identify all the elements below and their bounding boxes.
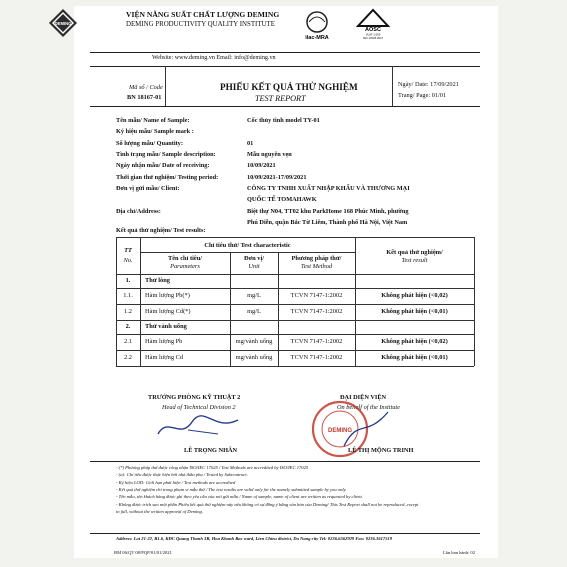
table-cell-no: 2.	[125, 323, 131, 330]
table-border-top	[116, 237, 474, 238]
info-value: 01	[247, 140, 254, 147]
left-sign-title: TRƯỞNG PHÒNG KỸ THUẬT 2	[148, 394, 241, 401]
info-value: Mẫu nguyên vẹn	[247, 151, 292, 158]
table-header-name: Tên chỉ tiêu/	[167, 255, 203, 262]
ilac-mra-logo	[300, 8, 334, 42]
table-cell-unit: mg/L	[247, 308, 261, 315]
table-cell-name: Hàm lượng Cd	[145, 354, 184, 361]
table-border-bottom	[116, 366, 474, 367]
table-cell-result: Không phát hiện (<0,01)	[381, 308, 448, 315]
table-cell-method: TCVN 7147-1:2002	[290, 354, 343, 361]
info-label: Địa chỉ/Address:	[116, 208, 161, 215]
table-header-unit: Đơn vị/	[243, 255, 265, 262]
info-label: Tình trạng mẫu/ Sample description:	[116, 151, 216, 158]
left-sign-sub: Head of Technical Division 2	[162, 404, 236, 411]
org-name-en: DEMING PRODUCTIVITY QUALITY INSTITUTE	[126, 21, 275, 28]
ilac-text: ilac-MRA	[305, 35, 329, 41]
table-header-result-en: Test result	[401, 257, 428, 264]
table-cell-unit: mg/vành uống	[235, 338, 273, 345]
table-row-divider	[116, 350, 474, 351]
report-title-vn: PHIẾU KẾT QUẢ THỬ NGHIỆM	[220, 82, 358, 92]
table-cell-result: Không phát hiện (<0,02)	[381, 292, 448, 299]
org-name-vn: VIỆN NĂNG SUẤT CHẤT LƯỢNG DEMING	[126, 10, 280, 19]
right-sign-name: LÊ THỊ MỘNG TRINH	[348, 447, 414, 454]
table-cell-unit: mg/L	[247, 292, 261, 299]
footer-left: BM 06/QT 08/PQP/01/01/2021	[114, 550, 172, 555]
aosc-sub2: ISO 17025:2017	[362, 36, 384, 40]
table-cell-name: Hàm lượng Pb(*)	[145, 292, 190, 299]
note-line: - Tên mẫu, tên khách hàng được ghi theo yêu cầu của nơi gửi mẫu / Name of sample, name of client are written as requested by client.	[116, 494, 363, 500]
website-line: Website: www.deming.vn Email: info@deming.vn	[152, 55, 276, 61]
left-signature	[148, 412, 248, 442]
address-divider	[90, 533, 480, 534]
report-date: Ngày/ Date: 17/09/2021	[398, 81, 459, 88]
table-cell-method: TCVN 7147-1:2002	[290, 308, 343, 315]
table-cell-method: TCVN 7147-1:2002	[290, 338, 343, 345]
report-title-en: TEST REPORT	[255, 94, 306, 103]
logo-text: DEMING	[54, 21, 72, 26]
report-box-divider-right	[392, 66, 393, 106]
note-line: - Kết quả thử nghiệm chỉ trong phạm vi mẫu thử / The test results are valid only for the namely submitted sample by you only.	[116, 486, 347, 492]
table-row-divider	[116, 304, 474, 305]
results-label: Kết quả thử nghiệm/ Test results:	[116, 227, 206, 234]
note-line: - Không được trích sao một phần Phiếu kết quả thử nghiệm này nếu không có sự đồng ý bằng văn bản của Deming/ This Test Report shall not be reproduced, except	[116, 501, 419, 507]
info-value: QUỐC TẾ TOMAHAWK	[247, 196, 317, 203]
notes-divider	[90, 461, 480, 462]
info-label: Đơn vị gửi mẫu/ Client:	[116, 185, 180, 192]
right-sign-title: ĐẠI DIỆN VIỆN	[340, 394, 387, 401]
table-header-bottom	[116, 274, 474, 275]
aosc-sub1: VLAT 1.003	[365, 32, 381, 37]
note-line: - Ký hiệu LOD: Giới hạn phát hiện / Test methods are accredited	[116, 479, 236, 485]
table-header-result: Kết quả thử nghiệm/	[386, 249, 443, 256]
info-value: CÔNG TY TNHH XUẤT NHẬP KHẨU VÀ THƯƠNG MẠI	[247, 185, 410, 192]
table-cell-result: Không phát hiện (<0,02)	[381, 338, 448, 345]
table-cell-name: Thử vành uống	[145, 323, 187, 330]
report-box-top	[90, 66, 480, 67]
info-label: Tên mẫu/ Name of Sample:	[116, 117, 190, 124]
table-header-group: Chỉ tiêu thử/ Test characteristic	[204, 242, 291, 249]
info-label: Thời gian thử nghiệm/ Testing period:	[116, 174, 219, 181]
note-line: - (*) Phương pháp thử được công nhận ISO/IEC 17025 / Test Methods are accredited by ISO/IEC 17025	[116, 465, 309, 470]
aosc-logo	[352, 8, 394, 40]
header-divider	[90, 52, 480, 53]
table-row-divider	[116, 334, 474, 335]
footer-right: Lần ban hành: 02	[443, 550, 476, 555]
aosc-text: AOSC	[365, 27, 381, 33]
info-value: Cốc thủy tinh model TY-01	[247, 117, 320, 124]
table-header-divider	[140, 252, 355, 253]
info-label: Ký hiệu mẫu/ Sample mark :	[116, 128, 194, 135]
stamp-logo-text: DEMING	[328, 428, 352, 434]
report-box-divider-left	[165, 66, 166, 106]
table-row-divider	[116, 288, 474, 289]
table-header-method-en: Test Method	[300, 263, 333, 270]
table-row-divider	[116, 320, 474, 321]
table-header-no: No.	[123, 257, 133, 264]
info-value: 10/09/2021-17/09/2021	[247, 174, 307, 181]
address-line: Address: Lot 21-22, B1.6, KĐC Quang Thanh 3B, Hoa Khanh Bac ward, Lien Chieu district, Da Nang city Tel: 0236.6562929 Fax: 0236.3617519	[116, 536, 393, 541]
code-value: BN 18167-01	[127, 94, 162, 101]
table-cell-no: 2.2	[124, 354, 132, 361]
info-value: 10/09/2021	[247, 162, 276, 169]
code-label: Mã số / Code	[129, 84, 163, 91]
table-cell-no: 1.1.	[123, 292, 133, 299]
table-header-tt: TT	[124, 247, 132, 254]
table-header-method: Phương pháp thử/	[291, 255, 342, 262]
note-line: - (a): Chỉ tiêu được thực hiện bởi nhà thầu phụ / Tested by Subcontract.	[116, 472, 248, 478]
table-cell-name: Thử lòng	[145, 277, 170, 284]
table-cell-name: Hàm lượng Pb	[145, 338, 183, 345]
info-label: Ngày nhận mẫu/ Date of receiving:	[116, 162, 210, 169]
table-cell-name: Hàm lượng Cd(*)	[145, 308, 191, 315]
report-box-bottom	[90, 106, 480, 107]
info-value: Phú Diễn, quận Bắc Từ Liêm, Thành phố Hà Nội, Việt Nam	[247, 219, 408, 226]
table-cell-result: Không phát hiện (<0,01)	[381, 354, 448, 361]
table-cell-no: 2.1	[124, 338, 132, 345]
table-header-unit-en: Unit	[248, 263, 260, 270]
table-cell-method: TCVN 7147-1:2002	[290, 292, 343, 299]
table-header-name-en: Parameters	[170, 263, 200, 270]
info-value: Biệt thự N04, TT02 khu ParkHome 168 Phúc Minh, phường	[247, 208, 409, 215]
right-sign-sub: On behalf of the Institute	[337, 404, 400, 411]
deming-logo	[48, 8, 78, 38]
table-cell-unit: mg/vành uống	[235, 354, 273, 361]
table-border-right	[474, 237, 475, 366]
report-page: Trang/ Page: 01/01	[398, 92, 447, 99]
table-cell-no: 1.	[125, 277, 131, 284]
info-label: Số lượng mẫu/ Quantity:	[116, 140, 183, 147]
table-cell-no: 1.2	[124, 308, 132, 315]
left-sign-name: LÊ TRỌNG NHÂN	[184, 447, 238, 454]
note-line: in full, without the written approval of Deming.	[116, 508, 203, 514]
